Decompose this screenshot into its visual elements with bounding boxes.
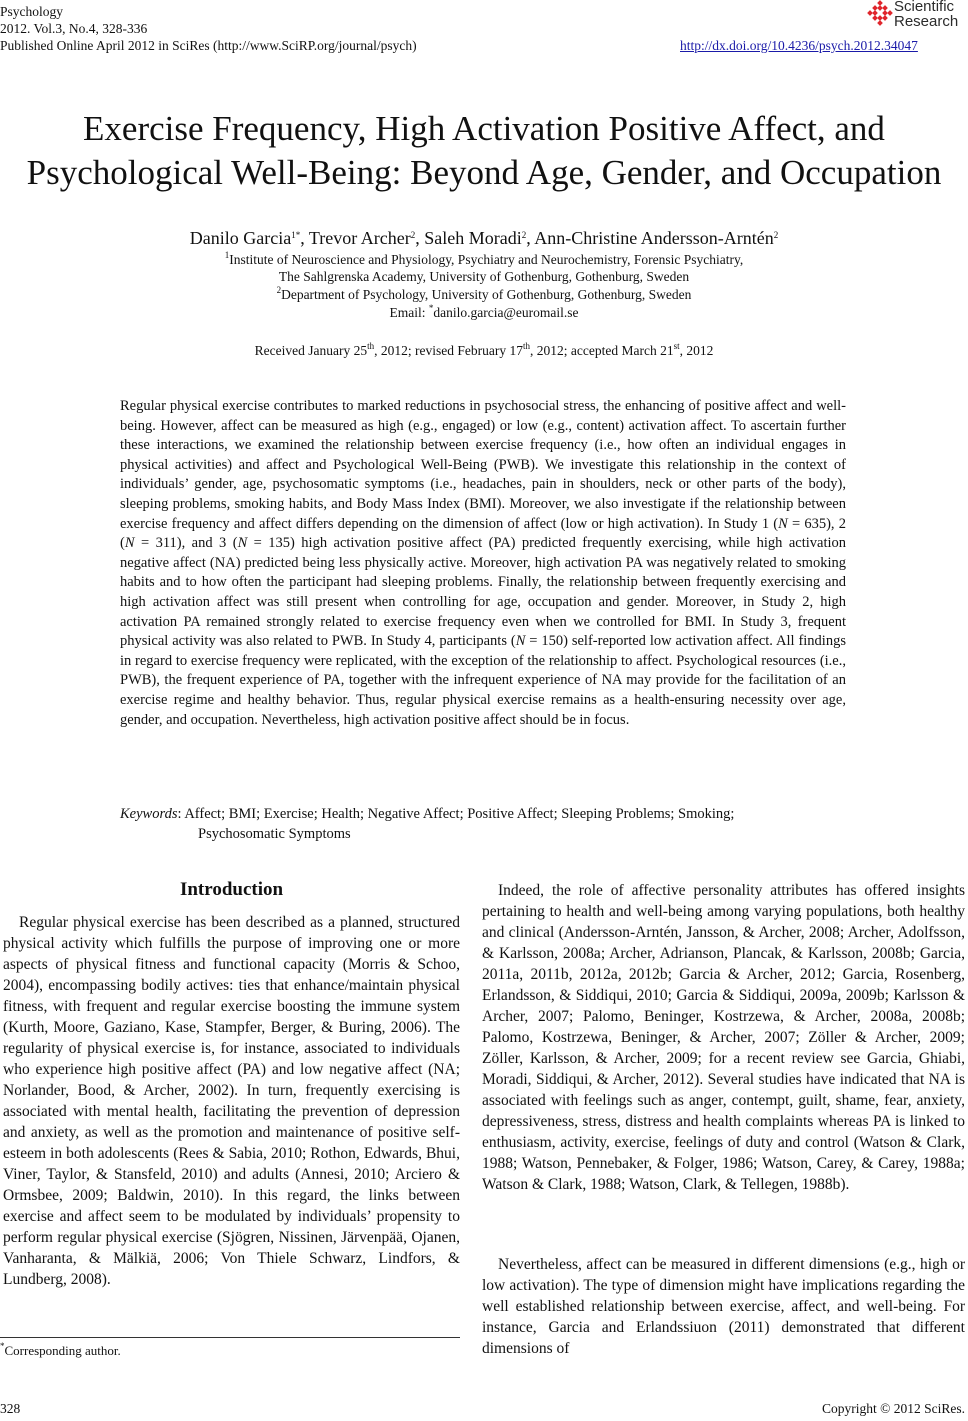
author-name: Ann-Christine Andersson-Arntén bbox=[534, 228, 774, 248]
author-name: Trevor Archer bbox=[308, 228, 411, 248]
publication-info: Published Online April 2012 in SciRes (http://www.SciRP.org/journal/psych) bbox=[0, 38, 417, 53]
logo-line2: Research bbox=[894, 13, 959, 30]
abstract-text: Regular physical exercise contributes to marked reductions in psychosocial stress, the enhancing of positive affect and well-being. However, affect can be measured as high (e.g., engaged) or low (e.g., content) activation affect. To ascertain further these interactions, we examined the relationship between exercise frequency (i.e., how often an individual engages in physical activities) and affect and Psychological Well-Being (PWB). We investigate this relationship in the context of individuals’ gender, age, psychosomatic symptoms (i.e., headaches, pain in shoulders, neck or other parts of the body), sleeping problems, smoking habits, and Body Mass Index (BMI). Moreover, we also investigate if the relationship between exercise frequency and affect differs depending on the dimension of affect (low or high activation). In Study 1 ( bbox=[120, 398, 846, 532]
affiliation-text: Department of Psychology, University of Gothenburg, Gothenburg, Sweden bbox=[281, 287, 692, 302]
email-line bbox=[0, 304, 968, 321]
received-text: Received January 25 bbox=[254, 343, 368, 358]
author-name: Saleh Moradi bbox=[424, 228, 522, 248]
title-line-1: Exercise Frequency, High Activation Positive Affect, and bbox=[83, 109, 885, 148]
received-dates bbox=[0, 342, 968, 359]
date-sup: st bbox=[673, 341, 680, 351]
author-sup: 2 bbox=[410, 230, 416, 240]
author-name: Danilo Garcia bbox=[189, 228, 292, 248]
keywords-text: : Affect; BMI; Exercise; Health; Negative Affect; Positive Affect; Sleeping Problems; Smoking; bbox=[177, 806, 735, 822]
affiliation-2 bbox=[0, 286, 968, 303]
footnote-sup: * bbox=[0, 1341, 5, 1351]
abstract-text: = 135) high activation positive affect (PA) predicted frequently exercising, while high activation negative affect (NA) predicted being less physically active. Moreover, high activation PA was negatively related to smoking habits and to how often the participant had sleeping problems. Finally, the relationship between frequently exercising and high activation affect was still present when controlling for age, occupation and gender. Moreover, in Study 2, high activation PA remained strongly related to exercise frequency even when we controlled for BMI. In Study 3, frequent physical activity was also related to PWB. In Study 4, participants ( bbox=[120, 535, 847, 650]
email-label: Email: bbox=[389, 305, 429, 320]
date-sup: th bbox=[367, 341, 375, 351]
publisher-logo bbox=[866, 0, 968, 34]
email-sup: * bbox=[428, 303, 434, 313]
revised-text: , 2012; revised February 17 bbox=[374, 343, 523, 358]
keywords bbox=[120, 804, 734, 824]
footnote bbox=[0, 1343, 121, 1359]
affiliation-1 bbox=[0, 251, 968, 268]
doi-link[interactable]: http://dx.doi.org/10.4236/psych.2012.34047 bbox=[680, 38, 918, 53]
abstract bbox=[120, 397, 846, 730]
date-end: , 2012 bbox=[679, 343, 714, 358]
affiliation-sup: 1 bbox=[224, 250, 230, 260]
section-heading: Introduction bbox=[179, 879, 284, 900]
affiliation-text: Institute of Neuroscience and Physiology, Psychiatry and Neurochemistry, Forensic Psychiatry, bbox=[229, 252, 744, 267]
date-sup: th bbox=[522, 341, 530, 351]
volume-info: 2012. Vol.3, No.4, 328-336 bbox=[0, 21, 148, 36]
abstract-text: = 635), 2 ( bbox=[120, 515, 846, 552]
sample-size-label: N bbox=[778, 515, 788, 532]
journal-name: Psychology bbox=[0, 4, 64, 19]
accepted-text: , 2012; accepted March 21 bbox=[530, 343, 674, 358]
abstract-text: = 150) self-reported low activation affect. All findings in regard to exercise frequency were replicated, with the exception of the relationship to affect. Psychological resources (i.e., PWB), the frequent experience of PA, together with the infrequent experience of NA may provide for the facilitation of an exercise regime and healthy behavior. Thus, regular physical exercise remains as a health-ensuring necessity over age, gender, and occupation. Nevertheless, high activation positive affect should be in focus. bbox=[120, 633, 846, 728]
author-sup: 1* bbox=[291, 230, 301, 240]
intro-paragraph-right-2: Nevertheless, affect can be measured in different dimensions (e.g., high or low activation). The type of dimension might have implications regarding the well established relationship between exercise, affect, and well-being. For instance, Garcia and Erlandssiuon (2011) demonstrated that different dimensions of bbox=[482, 1256, 965, 1357]
keywords-label: Keywords bbox=[120, 806, 178, 822]
logo-line1: Scientific bbox=[894, 0, 955, 15]
author-sup: 2 bbox=[773, 230, 779, 240]
keywords-cont: Psychosomatic Symptoms bbox=[198, 826, 351, 842]
author-sup: 2 bbox=[521, 230, 527, 240]
affiliation-sup: 2 bbox=[276, 285, 282, 295]
email-address[interactable]: danilo.garcia@euromail.se bbox=[433, 305, 579, 320]
footnote-text: Corresponding author. bbox=[4, 1343, 121, 1358]
author-list: Danilo Garcia$^{1*}$, Trevor Archer$^2$, Saleh Moradi$^2$, Ann-Christine Andersson-Arntén$^2$ bbox=[189, 228, 779, 248]
intro-paragraph-left: Regular physical exercise has been described as a planned, structured physical activity which fulfills the purpose of improving one or more aspects of physical fitness and functional capacity (Morris & Schoo, 2004), encompassing bodily actives: ties that enhance/maintain physical fitness, with frequent and regular exercise boosting the immune system (Kurth, Moore, Gaziano, Kase, Stampfer, Berger, & Buring, 2006). The regularity of physical exercise is, for instance, associated to individuals who experience high positive affect (PA) and low negative affect (NA; Norlander, Bood, & Archer, 2002). In turn, frequently exercising is associated with mental health, facilitating the prevention of depression and anxiety, as well as the promotion and maintenance of positive self-esteem in both adolescents (Rees & Sabia, 2010; Rothon, Edwards, Bhui, Viner, Taylor, & Stansfeld, 2010) and adults (Annesi, 2010; Arciero & Ormsbee, 2009; Baldwin, 2010). In this regard, the links between exercise and affect seem to be modulated by individuals’ propensity to perform regular physical exercise (Sjögren, Nissinen, Järvenpää, Ojanen, Vanharanta, & Mälkiä, 2006; Von Thiele Schwarz, Lindfors, & Lundberg, 2008). bbox=[3, 914, 460, 1288]
footnote-rule bbox=[0, 1337, 460, 1338]
sample-size-label: N bbox=[124, 535, 135, 552]
title-line-2: Psychological Well-Being: Beyond Age, Gender, and Occupation bbox=[26, 153, 942, 192]
page-number: 328 bbox=[0, 1401, 21, 1416]
paper-title bbox=[0, 107, 968, 195]
affiliation-1-cont: The Sahlgrenska Academy, University of Gothenburg, Gothenburg, Sweden bbox=[278, 269, 690, 284]
sample-size-label: N bbox=[515, 633, 526, 650]
intro-paragraph-right-1: Indeed, the role of affective personality attributes has offered insights pertaining to health and well-being among varying populations, both healthy and clinical (Andersson-Arntén, Jansson, & Archer, 2008; Archer, Adolfsson, & Karlsson, 2008a; Archer, Adrianson, Plancak, & Karlsson, 2008b; Garcia, 2011a, 2011b, 2012a, 2012b; Garcia & Archer, 2012; Garcia, Rosenberg, Erlandsson, & Siddiqui, 2010; Garcia & Siddiqui, 2009a, 2009b; Karlsson & Archer, 2007; Palomo, Beninger, Kostrzewa, & Archer, 2008a, 2008b; Palomo, Kostrzewa, Beninger, & Archer, 2007; Zöller & Archer, 2009; Zöller, Karlsson, & Archer, 2009; for a recent review see Garcia, Ghiabi, Moradi, Siddiqui, & Archer, 2012). Several studies have indicated that NA is associated with feelings such as anger, contempt, guilt, shame, fear, anxiety, depressiveness, stress, distress and health complaints whereas PA is linked to enthusiasm, activity, exercise, feelings of duty and control (Watson & Clark, 1988; Watson, Pennebaker, & Folger, 1986; Watson, Carey, & Carey, 1988a; Watson & Clark, 1988; Watson, Clark, & Tellegen, 1988b). bbox=[482, 882, 965, 1193]
logo-mark-icon bbox=[866, 0, 894, 30]
sample-size-label: N bbox=[237, 535, 248, 552]
copyright: Copyright © 2012 SciRes. bbox=[821, 1401, 965, 1416]
abstract-text: = 311), and 3 ( bbox=[134, 535, 238, 552]
